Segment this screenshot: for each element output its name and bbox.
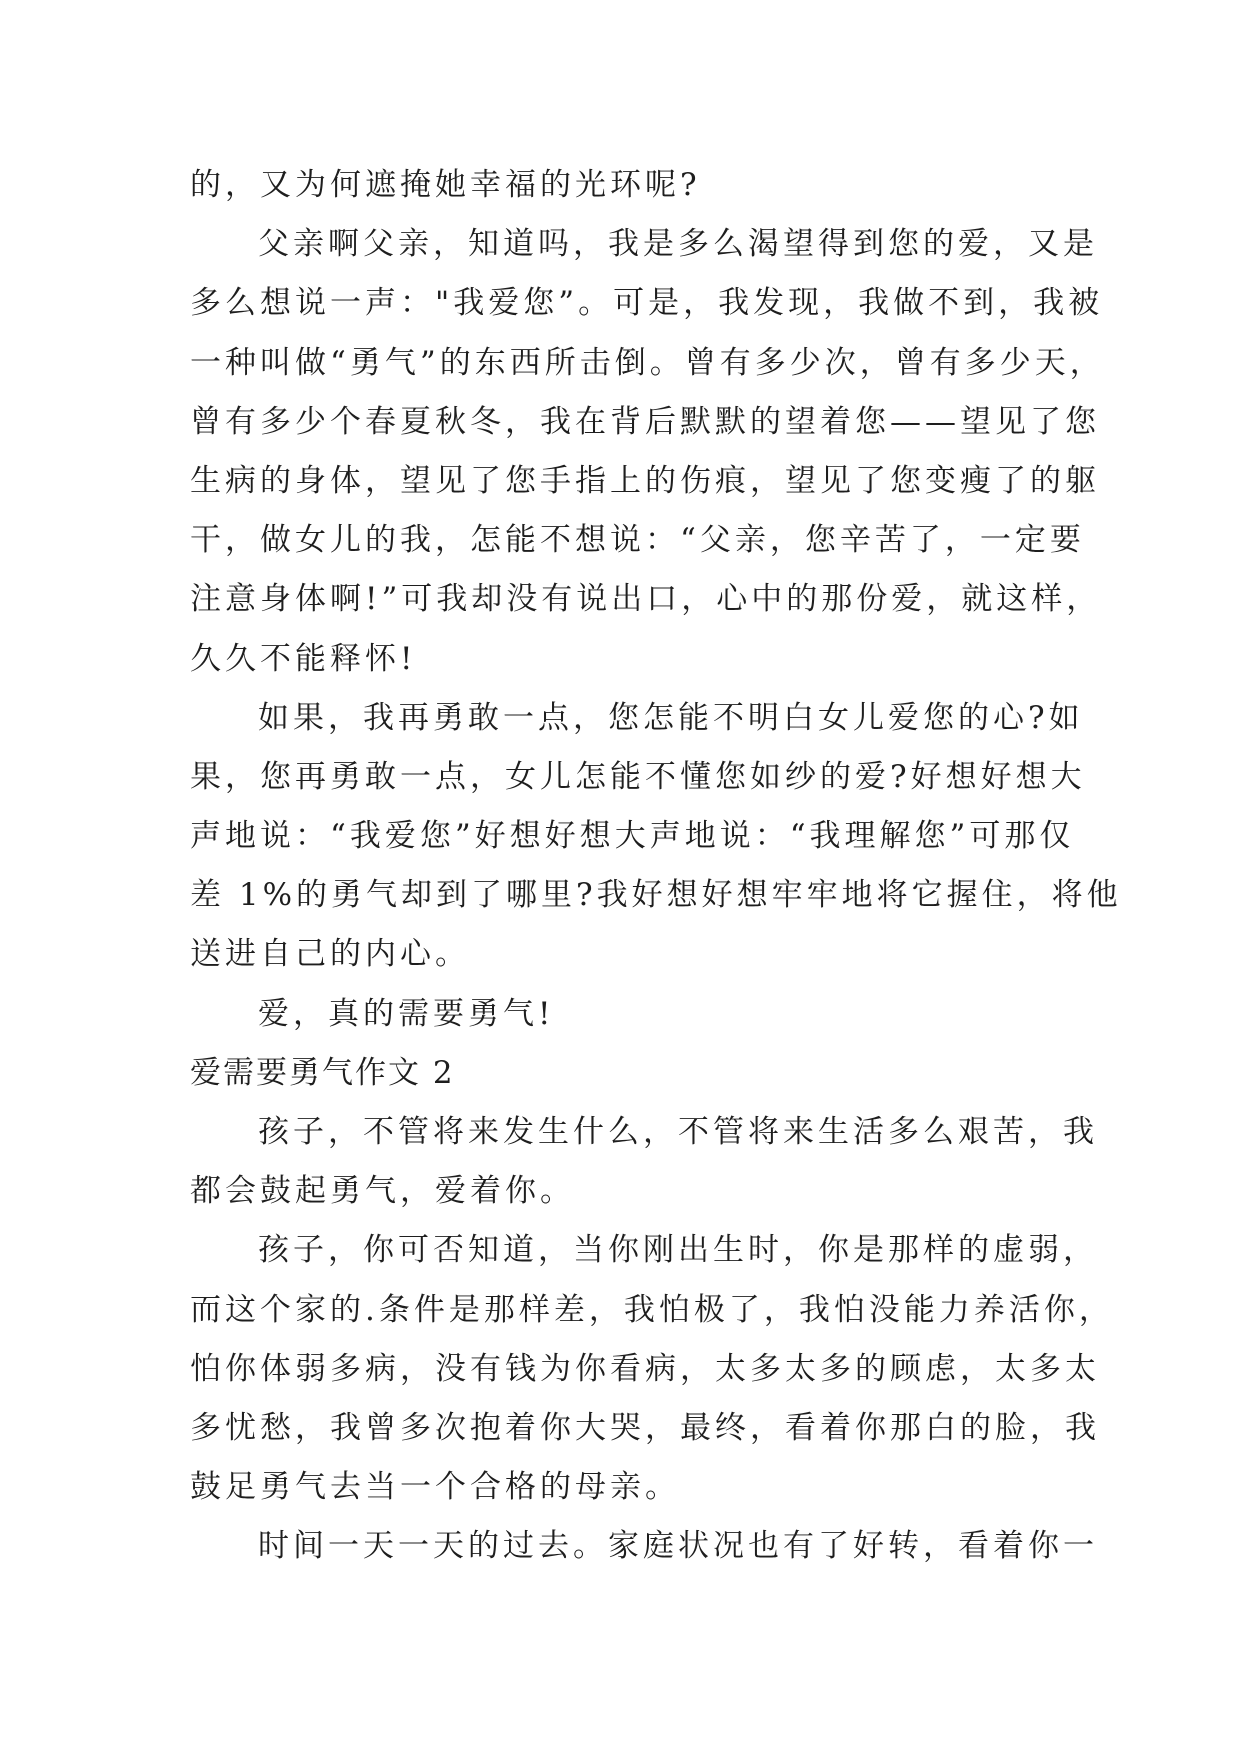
text-line: 曾有多少个春夏秋冬，我在背后默默的望着您——望见了您 <box>190 403 1100 440</box>
text-line: 多么想说一声："我爱您”。可是，我发现，我做不到，我被 <box>190 285 1104 322</box>
text-line: 怕你体弱多病，没有钱为你看病，太多太多的顾虑，太多太 <box>190 1350 1100 1387</box>
text-line: 差 1%的勇气却到了哪里?我好想好想牢牢地将它握住，将他 <box>190 877 1122 914</box>
text-line: 的，又为何遮掩她幸福的光环呢? <box>190 167 701 203</box>
paragraph-first-line: 父亲啊父亲，知道吗，我是多么渴望得到您的爱，又是 <box>258 226 1098 263</box>
text-line: 注意身体啊!”可我却没有说出口，心中的那份爱，就这样， <box>190 581 1102 618</box>
text-line: 声地说：“我爱您”好想好想大声地说：“我理解您”可那仅 <box>190 818 1075 855</box>
text-line: 多忧愁，我曾多次抱着你大哭，最终，看着你那白的脸，我 <box>190 1409 1100 1446</box>
section-heading: 爱需要勇气作文 2 <box>190 1054 455 1091</box>
text-line: 都会鼓起勇气，爱着你。 <box>190 1173 575 1210</box>
text-line: 久久不能释怀! <box>190 640 417 677</box>
text-line: 生病的身体，望见了您手指上的伤痕，望见了您变瘦了的躯 <box>190 462 1100 499</box>
paragraph-first-line: 孩子，不管将来发生什么，不管将来生活多么艰苦，我 <box>258 1114 1098 1150</box>
text-line: 而这个家的.条件是那样差，我怕极了，我怕没能力养活你， <box>190 1291 1114 1328</box>
paragraph-first-line: 爱，真的需要勇气! <box>258 995 555 1032</box>
text-line: 果，您再勇敢一点，女儿怎能不懂您如纱的爱?好想好想大 <box>190 758 1086 795</box>
essay-body <box>190 156 1122 1577</box>
paragraph-first-line: 时间一天一天的过去。家庭状况也有了好转，看着你一 <box>258 1528 1098 1565</box>
paragraph-first-line: 孩子，你可否知道，当你刚出生时，你是那样的虚弱， <box>258 1232 1098 1269</box>
text-line: 鼓足勇气去当一个合格的母亲。 <box>190 1469 680 1506</box>
paragraph-first-line: 如果，我再勇敢一点，您怎能不明白女儿爱您的心?如 <box>258 699 1084 736</box>
text-line: 送进自己的内心。 <box>190 936 470 973</box>
text-line: 一种叫做“勇气”的东西所击倒。曾有多少次，曾有多少天， <box>190 344 1105 381</box>
text-line: 干，做女儿的我，怎能不想说：“父亲，您辛苦了，一定要 <box>190 522 1085 559</box>
